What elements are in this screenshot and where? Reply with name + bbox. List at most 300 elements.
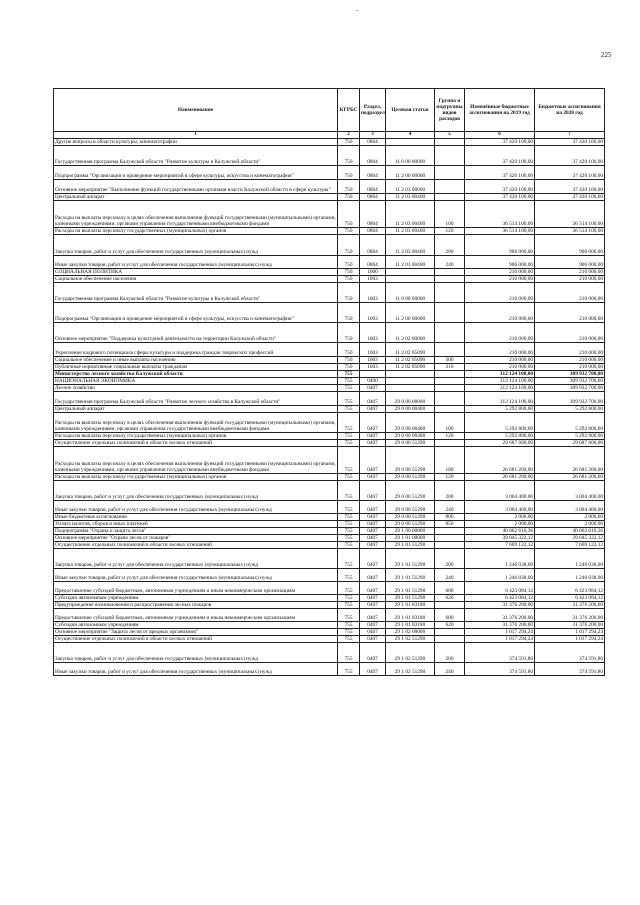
row-target-article: 29 1 01 51290 <box>386 595 435 602</box>
row-section: 1003 <box>360 303 386 323</box>
header-name: Наименование <box>54 89 338 132</box>
row-target-article: 29 0 00 00400 <box>386 406 435 413</box>
row-section: 0407 <box>360 636 386 643</box>
row-name: Центральный аппарат <box>54 194 338 201</box>
table-row <box>54 663 605 676</box>
row-section <box>360 371 386 378</box>
row-name: Закупка товаров, работ и услуг для обеспечения государственных (муниципальных) нужд <box>54 643 338 663</box>
row-name: Основное мероприятие "Поддержка культурной деятельности на территории Калужской области" <box>54 323 338 343</box>
row-amount-2019: 37 420 100,00 <box>465 166 535 180</box>
row-amount-2019: 37 420 100,00 <box>465 194 535 201</box>
row-name: Основное мероприятие "Выполнение функций государственными органами власти Калужской области в сфере культуры" <box>54 180 338 194</box>
row-kgrbs: 750 <box>338 364 360 371</box>
row-amount-2020: 210 000,00 <box>535 269 605 276</box>
row-section: 0407 <box>360 413 386 433</box>
row-amount-2019: 312 124 100,00 <box>465 371 535 378</box>
row-expense-group <box>435 629 465 636</box>
table-row <box>54 501 605 514</box>
row-amount-2020: 2 000,00 <box>535 514 605 521</box>
row-expense-group <box>435 343 465 357</box>
table-row <box>54 406 605 413</box>
row-expense-group: 120 <box>435 474 465 481</box>
row-expense-group <box>435 392 465 406</box>
table-row <box>54 528 605 535</box>
row-amount-2019: 210 000,00 <box>465 357 535 364</box>
row-amount-2020: 37 420 100,00 <box>535 180 605 194</box>
row-amount-2019: 210 000,00 <box>465 276 535 283</box>
row-expense-group <box>435 378 465 385</box>
row-section: 0407 <box>360 481 386 501</box>
row-amount-2020: 309 932 700,00 <box>535 385 605 392</box>
row-target-article <box>386 385 435 392</box>
row-kgrbs: 755 <box>338 447 360 474</box>
row-section: 0407 <box>360 440 386 447</box>
row-expense-group: 120 <box>435 228 465 235</box>
row-amount-2019: 39 045 322,12 <box>465 535 535 542</box>
row-name: Основное мероприятие "Защита лесов от вредных организмов" <box>54 629 338 636</box>
row-kgrbs: 750 <box>338 166 360 180</box>
table-row <box>54 622 605 629</box>
row-expense-group <box>435 303 465 323</box>
table-row <box>54 643 605 663</box>
row-target-article: 29 0 00 51290 <box>386 440 435 447</box>
row-kgrbs: 755 <box>338 406 360 413</box>
row-target-article <box>386 269 435 276</box>
row-kgrbs: 755 <box>338 549 360 569</box>
row-expense-group <box>435 276 465 283</box>
row-target-article: 11 0 00 00000 <box>386 146 435 166</box>
row-section: 0407 <box>360 474 386 481</box>
table-row <box>54 269 605 276</box>
row-expense-group: 850 <box>435 521 465 528</box>
row-section: 0407 <box>360 595 386 602</box>
row-section: 0407 <box>360 569 386 582</box>
row-amount-2019: 6 423 084,12 <box>465 582 535 595</box>
row-amount-2020: 37 420 100,00 <box>535 194 605 201</box>
row-amount-2019: 2 000,00 <box>465 521 535 528</box>
row-amount-2020: 29 687 600,00 <box>535 440 605 447</box>
row-expense-group: 240 <box>435 569 465 582</box>
table-row <box>54 447 605 474</box>
table-row <box>54 283 605 303</box>
table-row <box>54 235 605 256</box>
row-amount-2020: 31 376 200,00 <box>535 622 605 629</box>
row-expense-group: 200 <box>435 549 465 569</box>
row-amount-2019: 36 514 100,00 <box>465 228 535 235</box>
table-row <box>54 569 605 582</box>
row-target-article: 29 1 01 51290 <box>386 569 435 582</box>
table-row <box>54 481 605 501</box>
row-target-article: 11 2 02 05090 <box>386 343 435 357</box>
row-target-article: 11 2 02 05090 <box>386 357 435 364</box>
row-expense-group <box>435 542 465 549</box>
row-target-article: 29 1 01 51290 <box>386 549 435 569</box>
table-row <box>54 228 605 235</box>
row-amount-2019: 210 000,00 <box>465 269 535 276</box>
row-section: 1003 <box>360 357 386 364</box>
row-expense-group: 200 <box>435 643 465 663</box>
row-target-article: 11 2 03 00400 <box>386 228 435 235</box>
row-amount-2020: 37 420 100,00 <box>535 166 605 180</box>
page-number: 225 <box>601 51 612 59</box>
row-name: Субсидии автономным учреждениям <box>54 622 338 629</box>
row-amount-2020: 374 591,80 <box>535 663 605 676</box>
row-kgrbs: 755 <box>338 521 360 528</box>
column-number: 7 <box>535 132 605 139</box>
row-expense-group: 240 <box>435 663 465 676</box>
row-section: 0407 <box>360 447 386 474</box>
row-amount-2019: 1 246 038,00 <box>465 569 535 582</box>
row-amount-2020: 39 045 322,12 <box>535 535 605 542</box>
row-target-article: 29 1 01 83180 <box>386 602 435 609</box>
header-2019: Изменённые бюджетные ассигнования на 2019 год <box>465 89 535 132</box>
table-row <box>54 146 605 166</box>
row-name: Расходы на выплаты персоналу в целях обеспечения выполнения функций государственными (муниципальными) органами, казенными учреждениями, органами управления государственными внебюджетными фондами <box>54 447 338 474</box>
row-section: 0407 <box>360 582 386 595</box>
row-target-article <box>386 371 435 378</box>
row-kgrbs: 755 <box>338 636 360 643</box>
row-amount-2019: 37 420 100,00 <box>465 180 535 194</box>
row-amount-2019: 3 004 400,00 <box>465 481 535 501</box>
row-kgrbs: 755 <box>338 595 360 602</box>
row-kgrbs: 755 <box>338 371 360 378</box>
row-expense-group: 200 <box>435 235 465 256</box>
row-amount-2020: 906 000,00 <box>535 256 605 269</box>
row-section: 0407 <box>360 528 386 535</box>
row-expense-group: 620 <box>435 595 465 602</box>
row-kgrbs: 750 <box>338 235 360 256</box>
row-section: 0407 <box>360 622 386 629</box>
table-row <box>54 595 605 602</box>
row-kgrbs: 755 <box>338 629 360 636</box>
row-amount-2020: 210 000,00 <box>535 323 605 343</box>
row-kgrbs: 750 <box>338 180 360 194</box>
row-target-article: 29 1 01 83180 <box>386 609 435 622</box>
row-amount-2019: 36 514 100,00 <box>465 201 535 228</box>
row-kgrbs: 755 <box>338 440 360 447</box>
row-amount-2020: 3 004 400,00 <box>535 501 605 514</box>
row-name: Социальное обеспечение населения <box>54 276 338 283</box>
row-target-article: 11 0 00 00000 <box>386 283 435 303</box>
row-amount-2020: 37 420 100,00 <box>535 139 605 146</box>
row-amount-2020: 309 932 700,00 <box>535 378 605 385</box>
row-amount-2020: 1 017 294,24 <box>535 636 605 643</box>
row-kgrbs: 750 <box>338 283 360 303</box>
table-row <box>54 413 605 433</box>
row-name: НАЦИОНАЛЬНАЯ ЭКОНОМИКА <box>54 378 338 385</box>
table-row <box>54 303 605 323</box>
row-target-article: 29 1 02 51290 <box>386 636 435 643</box>
row-name: Государственная программа Калужской области "Развитие лесного хозяйства в Калужской области" <box>54 392 338 406</box>
row-kgrbs: 755 <box>338 542 360 549</box>
row-name: Расходы на выплаты персоналу государственных (муниципальных) органов <box>54 433 338 440</box>
row-name: Закупка товаров, работ и услуг для обеспечения государственных (муниципальных) нужд <box>54 235 338 256</box>
table-row <box>54 392 605 406</box>
row-kgrbs: 755 <box>338 433 360 440</box>
row-section: 0407 <box>360 643 386 663</box>
row-amount-2020: 5 292 800,00 <box>535 433 605 440</box>
row-target-article: 11 2 02 00000 <box>386 323 435 343</box>
table-body <box>54 139 605 676</box>
row-target-article <box>386 378 435 385</box>
row-name: Подпрограмма "Организация и проведение мероприятий в сфере культуры, искусства и кинематографии" <box>54 166 338 180</box>
row-expense-group: 800 <box>435 514 465 521</box>
row-kgrbs: 755 <box>338 643 360 663</box>
row-expense-group: 120 <box>435 433 465 440</box>
column-number: 1 <box>54 132 338 139</box>
row-name: Предоставление субсидий бюджетным, автономным учреждениям и иным некоммерческим организациям <box>54 582 338 595</box>
row-section: 0407 <box>360 535 386 542</box>
row-amount-2020: 309 932 700,00 <box>535 371 605 378</box>
row-expense-group: 620 <box>435 622 465 629</box>
row-target-article: 29 1 01 83180 <box>386 622 435 629</box>
row-kgrbs: 750 <box>338 146 360 166</box>
row-amount-2019: 37 420 100,00 <box>465 139 535 146</box>
table-row <box>54 139 605 146</box>
row-name: Министерство лесного хозяйства Калужской области <box>54 371 338 378</box>
row-expense-group: 100 <box>435 201 465 228</box>
row-amount-2020: 906 000,00 <box>535 235 605 256</box>
row-name: Подпрограмма "Охрана и защита лесов" <box>54 528 338 535</box>
row-amount-2020: 309 932 700,00 <box>535 392 605 406</box>
table-row <box>54 535 605 542</box>
row-amount-2020: 5 292 800,00 <box>535 413 605 433</box>
row-section: 0804 <box>360 194 386 201</box>
row-section: 0407 <box>360 602 386 609</box>
row-kgrbs: 755 <box>338 602 360 609</box>
row-section: 0407 <box>360 663 386 676</box>
budget-table <box>53 88 605 676</box>
row-target-article: 29 1 00 00000 <box>386 528 435 535</box>
row-amount-2019: 1 246 038,00 <box>465 549 535 569</box>
table-row <box>54 364 605 371</box>
row-amount-2019: 374 591,80 <box>465 663 535 676</box>
row-amount-2019: 40 062 616,36 <box>465 528 535 535</box>
row-section: 0407 <box>360 542 386 549</box>
row-amount-2020: 7 669 122,12 <box>535 542 605 549</box>
row-amount-2019: 26 681 200,00 <box>465 474 535 481</box>
row-name: Публичные нормативные социальные выплаты гражданам <box>54 364 338 371</box>
row-amount-2020: 36 514 100,00 <box>535 228 605 235</box>
row-expense-group <box>435 194 465 201</box>
row-section: 1003 <box>360 283 386 303</box>
row-amount-2020: 210 000,00 <box>535 343 605 357</box>
row-expense-group <box>435 139 465 146</box>
table-row <box>54 440 605 447</box>
row-kgrbs: 755 <box>338 481 360 501</box>
row-section: 0804 <box>360 256 386 269</box>
row-kgrbs: 755 <box>338 569 360 582</box>
row-amount-2020: 210 000,00 <box>535 276 605 283</box>
row-section: 0407 <box>360 385 386 392</box>
row-expense-group <box>435 166 465 180</box>
row-amount-2019: 1 017 294,24 <box>465 629 535 636</box>
row-amount-2020: 26 681 200,00 <box>535 474 605 481</box>
row-amount-2019: 906 000,00 <box>465 235 535 256</box>
row-amount-2019: 312 124 100,00 <box>465 385 535 392</box>
row-section: 0804 <box>360 180 386 194</box>
row-expense-group: 300 <box>435 357 465 364</box>
header-expense-group: Группа и подгруппы видов расходов <box>435 89 465 132</box>
row-name: Основное мероприятие "Охрана лесов от пожаров" <box>54 535 338 542</box>
row-amount-2020: 374 591,80 <box>535 643 605 663</box>
row-name: Осуществление отдельных полномочий в области лесных отношений <box>54 440 338 447</box>
row-amount-2020: 3 004 400,00 <box>535 481 605 501</box>
row-amount-2019: 29 687 600,00 <box>465 440 535 447</box>
row-expense-group: 100 <box>435 447 465 474</box>
row-expense-group: 310 <box>435 364 465 371</box>
table-row <box>54 636 605 643</box>
table-row <box>54 542 605 549</box>
row-section: 1003 <box>360 276 386 283</box>
row-expense-group <box>435 146 465 166</box>
row-section: 0407 <box>360 609 386 622</box>
row-expense-group: 600 <box>435 609 465 622</box>
row-kgrbs: 750 <box>338 343 360 357</box>
row-section: 0407 <box>360 514 386 521</box>
row-name: Осуществление отдельных полномочий в области лесных отношений <box>54 636 338 643</box>
row-kgrbs: 750 <box>338 201 360 228</box>
row-amount-2020: 210 000,00 <box>535 303 605 323</box>
row-name: Уплата налогов, сборов и иных платежей <box>54 521 338 528</box>
row-amount-2020: 210 000,00 <box>535 357 605 364</box>
row-target-article <box>386 276 435 283</box>
row-expense-group <box>435 636 465 643</box>
row-amount-2019: 210 000,00 <box>465 364 535 371</box>
row-amount-2019: 2 000,00 <box>465 514 535 521</box>
row-section: 1000 <box>360 269 386 276</box>
row-name: Закупка товаров, работ и услуг для обеспечения государственных (муниципальных) нужд <box>54 481 338 501</box>
row-amount-2019: 312 124 100,00 <box>465 378 535 385</box>
row-target-article: 29 1 02 00000 <box>386 629 435 636</box>
row-expense-group <box>435 180 465 194</box>
row-target-article <box>386 139 435 146</box>
row-target-article: 29 1 02 51290 <box>386 643 435 663</box>
row-amount-2020: 210 000,00 <box>535 283 605 303</box>
row-amount-2020: 36 514 100,00 <box>535 201 605 228</box>
row-amount-2019: 5 292 800,00 <box>465 433 535 440</box>
row-name: Расходы на выплаты персоналу государственных (муниципальных) органов <box>54 228 338 235</box>
row-amount-2019: 37 420 100,00 <box>465 146 535 166</box>
row-amount-2020: 31 376 200,00 <box>535 602 605 609</box>
row-name: Другие вопросы в области культуры, кинематографии <box>54 139 338 146</box>
row-name: Подпрограмма "Организация и проведение мероприятий в сфере культуры, искусства и кинематографии" <box>54 303 338 323</box>
row-target-article: 29 0 00 00000 <box>386 392 435 406</box>
row-target-article: 29 0 00 51290 <box>386 501 435 514</box>
row-target-article: 11 2 03 00400 <box>386 256 435 269</box>
row-kgrbs: 755 <box>338 663 360 676</box>
row-kgrbs: 755 <box>338 514 360 521</box>
row-kgrbs: 755 <box>338 582 360 595</box>
row-name: Государственная программа Калужской области "Развитие культуры в Калужской области" <box>54 146 338 166</box>
row-target-article: 29 0 00 51290 <box>386 521 435 528</box>
row-section: 0407 <box>360 433 386 440</box>
row-amount-2020: 2 000,00 <box>535 521 605 528</box>
row-section: 0407 <box>360 392 386 406</box>
row-name: Расходы на выплаты персоналу в целях обеспечения выполнения функций государственными (муниципальными) органами, казенными учреждениями, органами управления государственными внебюджетными фондами <box>54 201 338 228</box>
table-row <box>54 521 605 528</box>
row-target-article: 11 2 02 05090 <box>386 364 435 371</box>
table-row <box>54 629 605 636</box>
row-amount-2019: 312 124 100,00 <box>465 392 535 406</box>
row-kgrbs: 755 <box>338 392 360 406</box>
row-target-article: 29 0 00 00400 <box>386 433 435 440</box>
row-section: 0804 <box>360 235 386 256</box>
table-row <box>54 166 605 180</box>
row-amount-2019: 6 423 084,12 <box>465 595 535 602</box>
row-kgrbs: 755 <box>338 609 360 622</box>
row-section: 0407 <box>360 501 386 514</box>
row-kgrbs: 755 <box>338 474 360 481</box>
row-amount-2020: 31 376 200,00 <box>535 609 605 622</box>
row-kgrbs: 750 <box>338 276 360 283</box>
row-expense-group: 240 <box>435 501 465 514</box>
row-section: 0804 <box>360 228 386 235</box>
table-row <box>54 357 605 364</box>
row-amount-2020: 37 420 100,00 <box>535 146 605 166</box>
row-section: 0400 <box>360 378 386 385</box>
table-header <box>54 89 605 132</box>
row-amount-2020: 1 246 038,00 <box>535 569 605 582</box>
table-row <box>54 514 605 521</box>
row-name: Социальное обеспечение и иные выплаты населению <box>54 357 338 364</box>
table-row <box>54 602 605 609</box>
row-name: Иные закупки товаров, работ и услуг для обеспечения государственных (муниципальных) нужд <box>54 663 338 676</box>
row-section: 0407 <box>360 549 386 569</box>
row-kgrbs: 755 <box>338 378 360 385</box>
row-amount-2020: 1 017 294,24 <box>535 629 605 636</box>
row-section: 1003 <box>360 364 386 371</box>
row-kgrbs: 750 <box>338 357 360 364</box>
row-amount-2019: 374 591,80 <box>465 643 535 663</box>
table-row <box>54 256 605 269</box>
table-row <box>54 323 605 343</box>
row-kgrbs: 755 <box>338 528 360 535</box>
row-target-article: 29 0 00 51290 <box>386 481 435 501</box>
row-kgrbs: 750 <box>338 256 360 269</box>
row-amount-2019: 210 000,00 <box>465 323 535 343</box>
row-name: Иные бюджетные ассигнования <box>54 514 338 521</box>
row-kgrbs: 755 <box>338 622 360 629</box>
row-target-article: 29 1 01 51290 <box>386 542 435 549</box>
row-name: Иные закупки товаров, работ и услуг для обеспечения государственных (муниципальных) нужд <box>54 569 338 582</box>
column-number: 5 <box>435 132 465 139</box>
row-amount-2020: 5 292 800,00 <box>535 406 605 413</box>
row-target-article: 11 2 03 00000 <box>386 180 435 194</box>
row-target-article: 11 2 03 00400 <box>386 235 435 256</box>
row-amount-2019: 5 292 800,00 <box>465 406 535 413</box>
row-name: Укрепление кадрового потенциала сферы культуры и поддержка граждан творческих профессий <box>54 343 338 357</box>
row-expense-group <box>435 602 465 609</box>
row-name: Предоставление субсидий бюджетным, автономным учреждениям и иным некоммерческим организациям <box>54 609 338 622</box>
row-section: 0407 <box>360 406 386 413</box>
column-number-row <box>54 132 605 139</box>
row-kgrbs: 755 <box>338 385 360 392</box>
row-section: 0804 <box>360 146 386 166</box>
row-amount-2019: 26 681 200,00 <box>465 447 535 474</box>
header-2020: Бюджетные ассигнования на 2020 год <box>535 89 605 132</box>
row-expense-group <box>435 283 465 303</box>
header-kgrbs: КГРБС <box>338 89 360 132</box>
table-row <box>54 385 605 392</box>
row-target-article: 29 0 00 00400 <box>386 413 435 433</box>
row-kgrbs: 755 <box>338 413 360 433</box>
row-amount-2019: 5 292 800,00 <box>465 413 535 433</box>
column-number: 4 <box>386 132 435 139</box>
row-section: 0804 <box>360 201 386 228</box>
table-row <box>54 474 605 481</box>
table-row <box>54 343 605 357</box>
